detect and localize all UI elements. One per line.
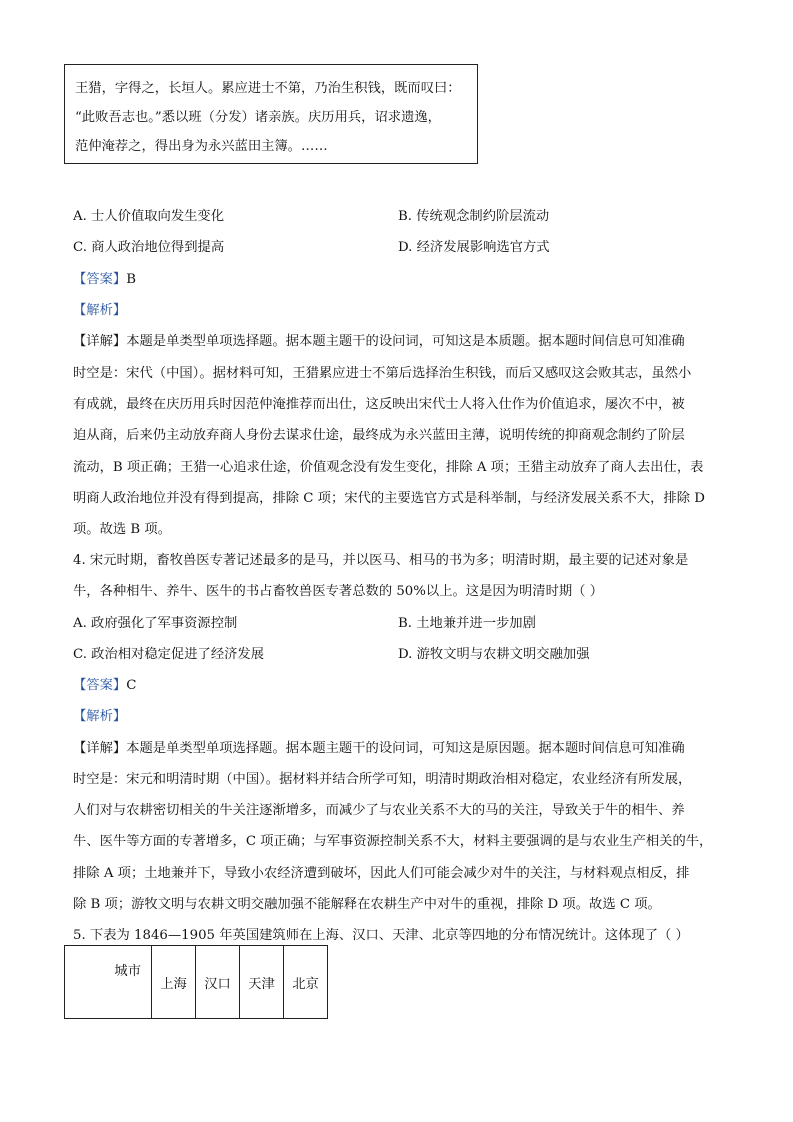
q3-detail-line-4: 迫从商，后来仍主动放弃商人身份去谋求仕途，最终成为永兴蓝田主薄，说明传统的抑商观念制约了阶层 <box>73 428 685 443</box>
source-quote-box <box>64 64 478 164</box>
answer-tag: 【答案】 <box>73 678 127 693</box>
answer-letter: C <box>126 678 137 693</box>
quote-line-3: 范仲淹荐之，得出身为永兴蓝田主簿。…… <box>75 139 328 154</box>
q4-detail-line-1 <box>73 737 685 756</box>
q3-answer <box>73 268 136 287</box>
detail-tag: 【详解】 <box>73 741 127 756</box>
detail-text: 本题是单类型单项选择题。据本题主题干的设问词，可知这是本质题。据本题时间信息可知准确 <box>126 334 685 349</box>
quote-line-1: 王猎，字得之，长垣人。累应进士不第，乃治生积钱，既而叹曰： <box>75 81 461 96</box>
city-cell-hankou: 汉口 <box>196 946 240 1019</box>
q3-option-b: B. 传统观念制约阶层流动 <box>398 209 550 224</box>
q4-detail-line-4: 牛、医牛等方面的专著增多，C 项正确；与军事资源控制关系不大，材料主要强调的是与农业生产相关的牛， <box>73 834 713 849</box>
quote-line-2: “此败吾志也。”悉以班（分发）诸亲族。庆历用兵，诏求遗逸， <box>75 110 441 125</box>
answer-tag: 【答案】 <box>73 272 127 287</box>
q4-analysis-tag: 【解析】 <box>73 709 127 724</box>
header-label: 城市 <box>114 964 141 979</box>
q4-answer <box>73 674 136 693</box>
table-header-cell <box>65 946 152 1019</box>
q4-detail-line-2: 时空是：宋元和明清时期（中国）。据材料并结合所学可知，明清时期政治相对稳定，农业经济有所发展， <box>73 772 692 787</box>
q3-detail-line-2: 时空是：宋代（中国）。据材料可知，王猎累应进士不第后选择治生积钱，而后又感叹这会败其志，虽然小 <box>73 366 692 381</box>
q4-option-b: B. 土地兼并进一步加剧 <box>398 616 536 631</box>
table-row <box>65 946 328 1019</box>
q3-detail-line-7: 项。故选 B 项。 <box>73 522 172 537</box>
q5-stem: 5. 下表为 1846—1905 年英国建筑师在上海、汉口、天津、北京等四地的分布情况统计。这体现了（ ） <box>73 928 689 943</box>
q3-detail-line-1 <box>73 330 685 349</box>
city-distribution-table <box>64 945 328 1019</box>
detail-tag: 【详解】 <box>73 334 127 349</box>
q3-option-a: A. 士人价值取向发生变化 <box>73 209 225 224</box>
city-cell-beijing: 北京 <box>284 946 328 1019</box>
q4-option-d: D. 游牧文明与农耕文明交融加强 <box>398 647 590 662</box>
q3-option-c: C. 商人政治地位得到提高 <box>73 240 225 255</box>
q4-stem-line-1: 4. 宋元时期，畜牧兽医专著记述最多的是马，并以医马、相马的书为多；明清时期，最主要的记述对象是 <box>73 553 689 568</box>
q3-option-d: D. 经济发展影响选官方式 <box>398 240 550 255</box>
q3-detail-line-5: 流动，B 项正确；王猎一心追求仕途，价值观念没有发生变化，排除 A 项；王猎主动放弃了商人去出仕，表 <box>73 460 704 475</box>
city-cell-shanghai: 上海 <box>152 946 196 1019</box>
q4-option-c: C. 政治相对稳定促进了经济发展 <box>73 647 265 662</box>
q3-detail-line-3: 有成就，最终在庆历用兵时因范仲淹推荐而出仕，这反映出宋代士人将入仕作为价值追求，屡次不中，被 <box>73 397 685 412</box>
q4-stem-line-2: 牛，各种相牛、养牛、医牛的书占畜牧兽医专著总数的 50%以上。这是因为明清时期（ ） <box>73 584 603 599</box>
answer-letter: B <box>126 272 136 287</box>
q4-detail-line-6: 除 B 项；游牧文明与农耕文明交融加强不能解释在农耕生产中对牛的重视，排除 D 项。故选 C 项。 <box>73 897 661 912</box>
q3-detail-line-6: 明商人政治地位并没有得到提高，排除 C 项；宋代的主要选官方式是科举制，与经济发展关系不大，排除 D <box>73 491 705 506</box>
q4-detail-line-5: 排除 A 项；土地兼并下，导致小农经济遭到破坏，因此人们可能会减少对牛的关注，与材料观点相反，排 <box>73 866 690 881</box>
q3-analysis-tag: 【解析】 <box>73 303 127 318</box>
q4-detail-line-3: 人们对与农耕密切相关的牛关注逐渐增多，而减少了与农业关系不大的马的关注，导致关于牛的相牛、养 <box>73 803 685 818</box>
q4-option-a: A. 政府强化了军事资源控制 <box>73 616 238 631</box>
city-cell-tianjin: 天津 <box>240 946 284 1019</box>
detail-text: 本题是单类型单项选择题。据本题主题干的设问词，可知这是原因题。据本题时间信息可知准确 <box>126 741 685 756</box>
